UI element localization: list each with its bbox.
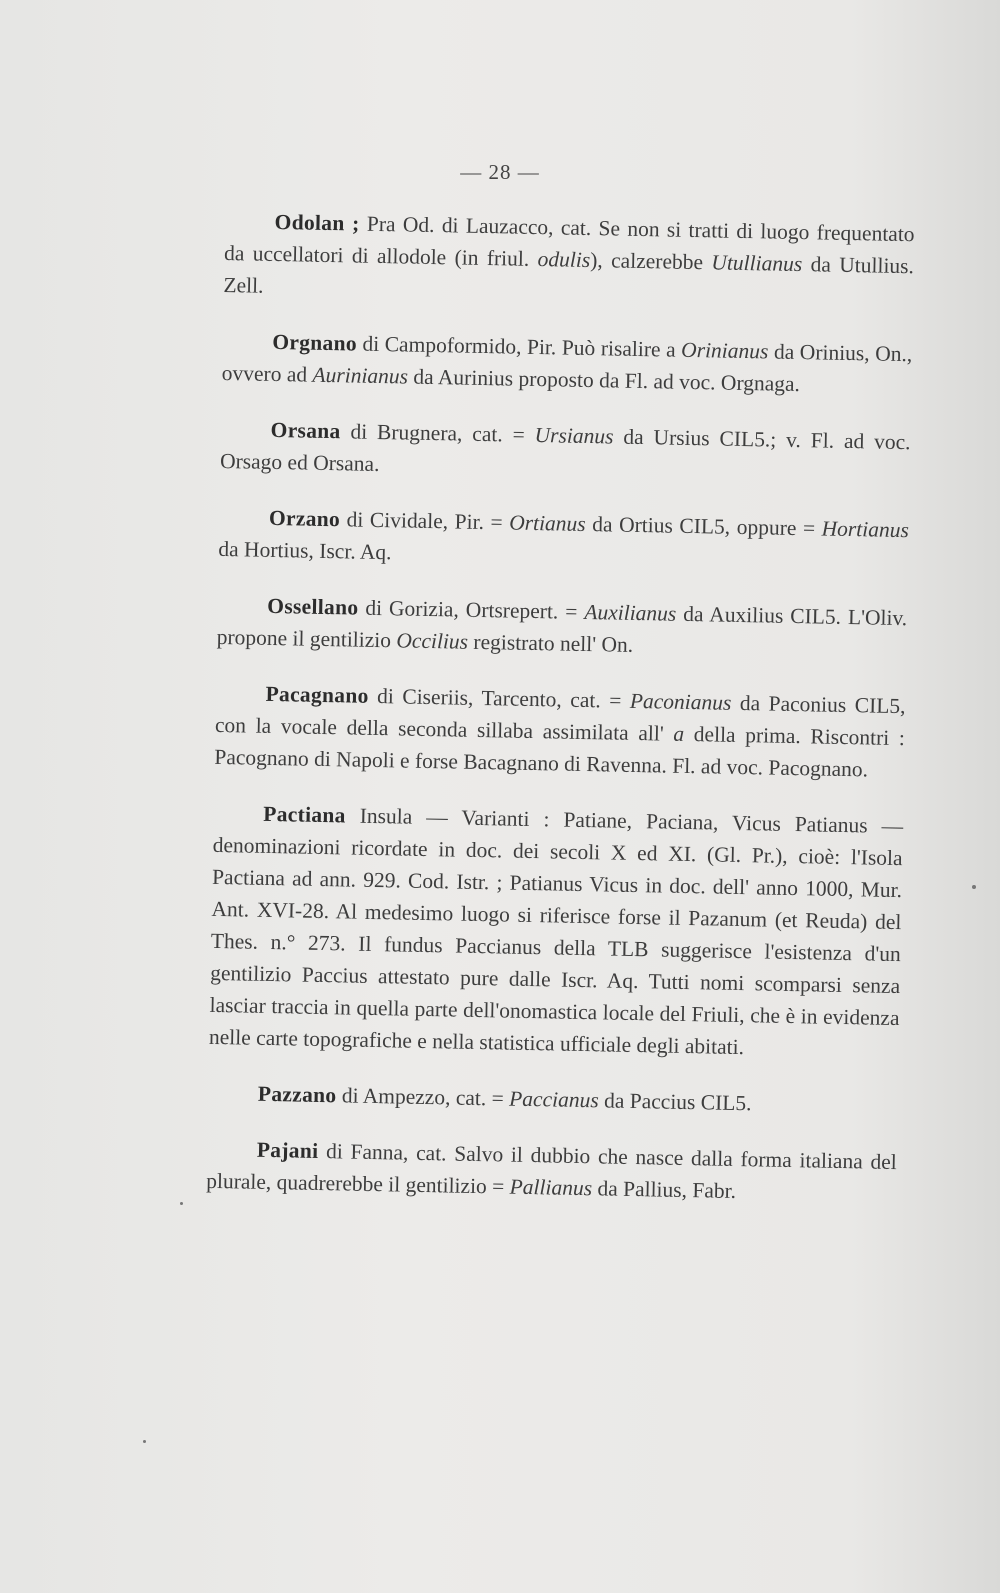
entry-text: Pra Od. di Lauzacco, cat. Se non si tratti di luogo frequentato da uccellatori di allodole (in friul. [223,211,915,272]
italic-name: a [673,721,685,746]
italic-name: Aurinianus [312,362,409,389]
italic-name: Pallianus [509,1174,593,1201]
entry-text: da Ortius CIL5, oppure = [585,511,822,541]
entry-text: da Pallius, Fabr. [591,1176,737,1203]
italic-name: Paccianus [508,1086,599,1113]
dictionary-entry [223,205,915,314]
entry-text: Insula — Varianti : Patiane, Paciana, Vicus Patianus — denominazioni ricordate in doc. dei secoli X ed XI. (Gl. Pr.), cioè: l'Isola Pactiana ad ann. 929. Cod. Istr. ; Patianus Vicus in doc. dell' anno 1000, Mur. Ant. XVI-28. Al medesimo luogo si riferisce forse il Pazanum (et Reuda) del Thes. n.° 273. Il fundus Paccianus della TLB suggerisce l'esistenza d'un gentilizio Paccius attestato pure dalle Iscr. Aq. Tutti nomi scomparsi senza lasciar traccia in quella parte dell'onomastica locale del Friuli, che è in evidenza nelle carte topografiche e nella statistica ufficiale degli abitati. [208,803,904,1060]
entry-text: ), calzerebbe [589,248,712,275]
italic-name: Hortianus [821,516,910,543]
entry-headword: Pactiana [263,801,346,828]
entry-text: da Auxilius CIL5. L'Oliv. propone il gentilizio [216,601,908,653]
ink-speck [972,885,976,889]
entry-text: di Gorizia, Ortsrepert. = [358,595,585,624]
entry-text: da Aurinius proposto da Fl. ad voc. Orgnaga. [407,364,801,397]
entry-headword: Orsana [270,417,341,444]
entry-text: da Paccius CIL5. [598,1088,752,1116]
entry-text: registrato nell' On. [467,629,634,657]
entry-text: da Orinius, On., ovvero ad [221,339,913,387]
dictionary-entry [208,1077,898,1122]
entry-text: da Utullius. Zell. [223,252,915,298]
entry-headword: Ossellano [267,593,359,620]
entry-text: di Brugnera, cat. = [340,419,535,447]
italic-name: Utullianus [711,250,803,277]
dictionary-entry [220,413,911,490]
italic-name: Ortianus [508,510,586,536]
dictionary-entry [221,325,912,402]
dictionary-entry [209,797,904,1066]
dictionary-entry [218,501,909,578]
entry-headword: Orzano [268,505,341,532]
italic-name: Paconianus [629,688,732,715]
entry-text: da Hortius, Iscr. Aq. [218,536,392,565]
ink-speck [143,1440,146,1443]
italic-name: Occilius [396,628,469,654]
entry-text: da Ursius CIL5.; v. Fl. ad voc. Orsago ed Orsana. [219,424,911,477]
entry-headword: Odolan ; [274,209,360,236]
entry-text: di Cividale, Pir. = [339,507,510,535]
entry-headword: Pajani [256,1137,319,1163]
dictionary-entry [206,1133,897,1210]
entry-headword: Pacagnano [265,681,369,708]
entry-text: di Campoformido, Pir. Può risalire a [356,331,682,362]
dictionary-entry [214,677,906,786]
entry-text: di Ampezzo, cat. = [336,1083,510,1111]
entry-text: della prima. Riscontri : Pacognano di Napoli e forse Bacagnano di Ravenna. Fl. ad voc. Pacognano. [214,721,906,782]
dictionary-entry [216,589,907,666]
entry-list [205,205,914,1234]
page-number: — 28 — [460,160,540,184]
entry-headword: Orgnano [272,329,358,356]
entry-headword: Pazzano [257,1081,337,1108]
italic-name: Ursianus [534,422,614,449]
entry-text: da Paconius CIL5, con la vocale della seconda sillaba assimilata all' [214,690,906,746]
italic-name: Orinianus [680,337,769,364]
italic-name: odulis [537,247,591,273]
entry-text: di Fanna, cat. Salvo il dubbio che nasce dalla forma italiana del plurale, quadrerebbe il gentilizio = [206,1138,897,1199]
italic-name: Auxilianus [584,599,677,626]
ink-speck [180,1202,183,1205]
entry-text: di Ciseriis, Tarcento, cat. = [368,683,631,713]
